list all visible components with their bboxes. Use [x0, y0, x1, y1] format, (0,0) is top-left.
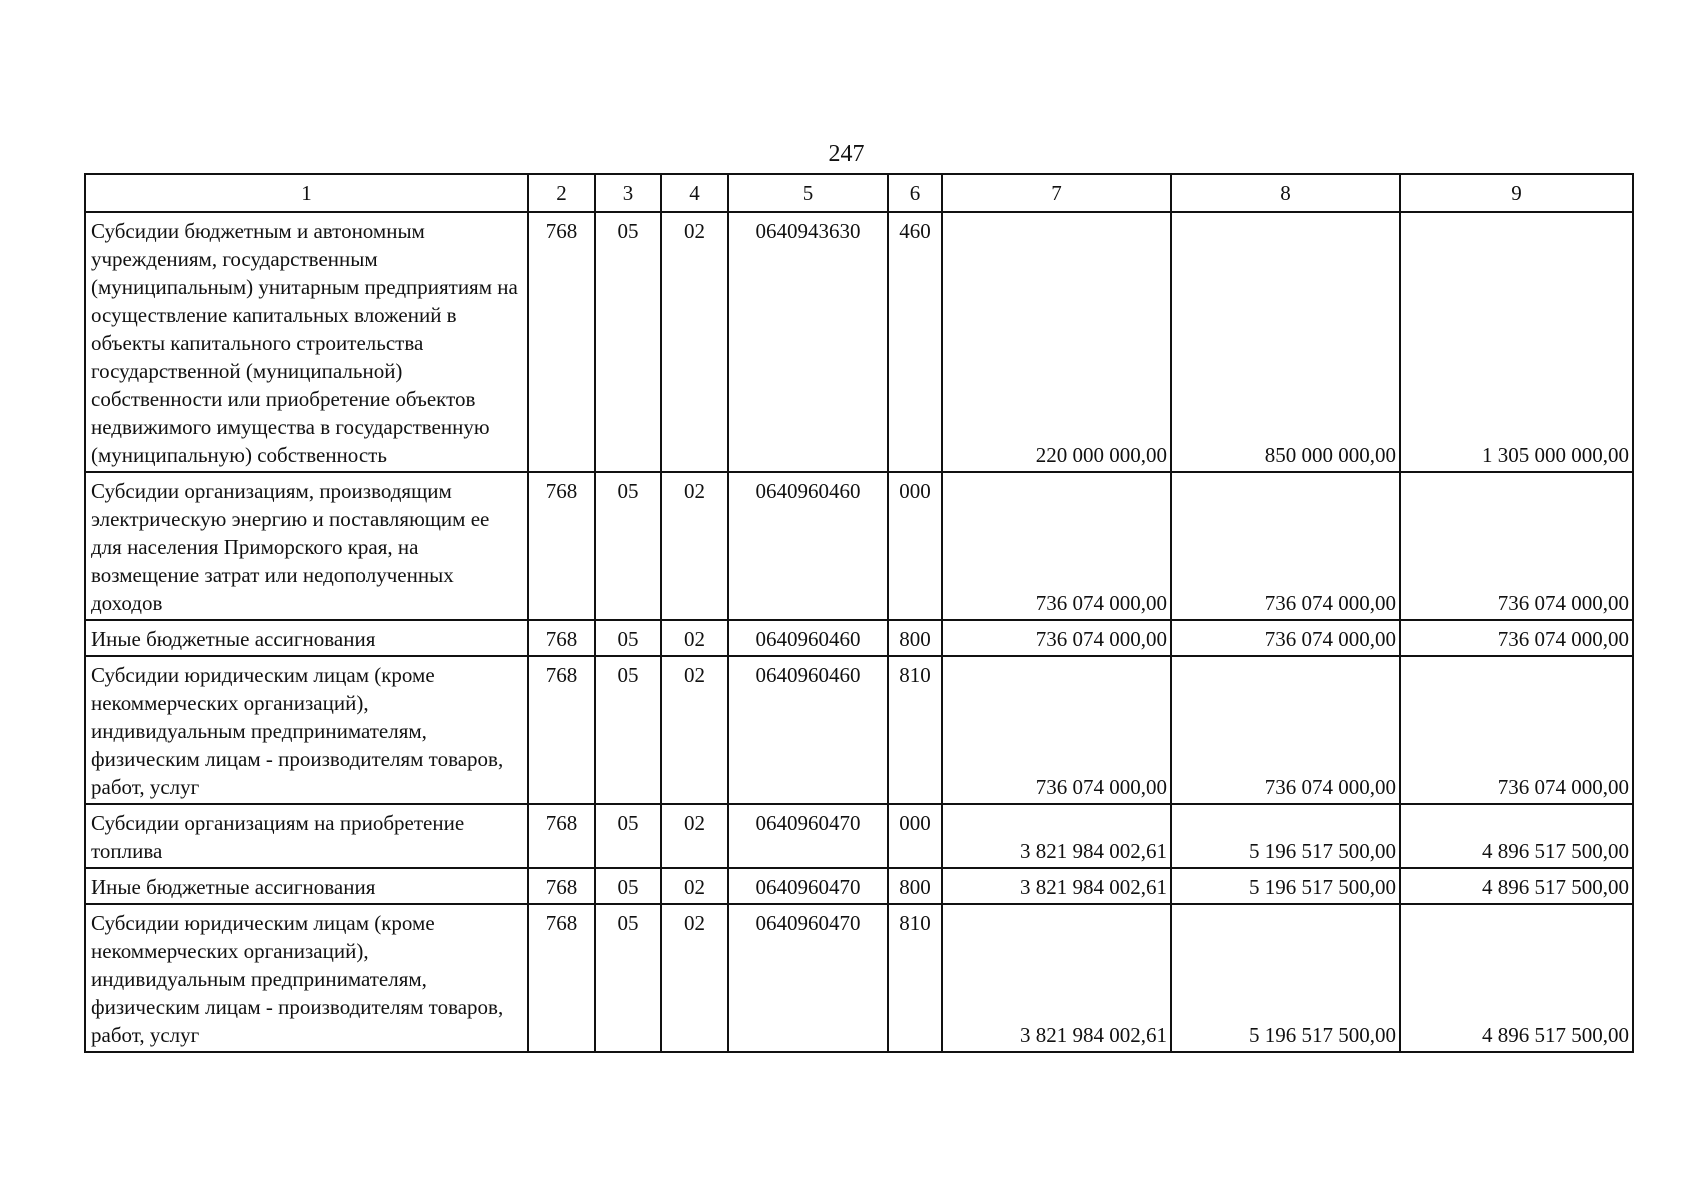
- ministry-code: 768: [528, 868, 595, 904]
- amount-col-9: 4 896 517 500,00: [1400, 804, 1633, 868]
- table-row: [85, 472, 1633, 620]
- section-code: 05: [595, 472, 661, 620]
- expense-type-code: 810: [888, 904, 942, 1052]
- amount-col-7: 3 821 984 002,61: [942, 904, 1171, 1052]
- target-article-code: 0640960460: [728, 472, 888, 620]
- expense-type-code: 800: [888, 620, 942, 656]
- amount-col-7: 3 821 984 002,61: [942, 804, 1171, 868]
- target-article-code: 0640960470: [728, 904, 888, 1052]
- header-col-7: 7: [942, 174, 1171, 212]
- expense-type-code: 000: [888, 472, 942, 620]
- page-number: 247: [828, 141, 865, 167]
- amount-col-9: 736 074 000,00: [1400, 620, 1633, 656]
- expense-type-code: 460: [888, 212, 942, 472]
- expense-name: Субсидии юридическим лицам (кроме некоммерческих организаций), индивидуальным предпринимателям, физическим лицам - производителям товаров, работ, услуг: [85, 904, 528, 1052]
- header-col-8: 8: [1171, 174, 1400, 212]
- expense-type-code: 800: [888, 868, 942, 904]
- table-header-row: [85, 174, 1633, 212]
- target-article-code: 0640960460: [728, 656, 888, 804]
- expense-type-code: 810: [888, 656, 942, 804]
- amount-col-9: 736 074 000,00: [1400, 472, 1633, 620]
- ministry-code: 768: [528, 620, 595, 656]
- header-col-5: 5: [728, 174, 888, 212]
- ministry-code: 768: [528, 904, 595, 1052]
- ministry-code: 768: [528, 804, 595, 868]
- target-article-code: 0640960470: [728, 804, 888, 868]
- amount-col-9: 4 896 517 500,00: [1400, 868, 1633, 904]
- header-col-9: 9: [1400, 174, 1633, 212]
- expense-name: Субсидии организациям, производящим электрическую энергию и поставляющим ее для населения Приморского края, на возмещение затрат или недополученных доходов: [85, 472, 528, 620]
- subsection-code: 02: [661, 868, 728, 904]
- table-row: [85, 804, 1633, 868]
- amount-col-8: 736 074 000,00: [1171, 472, 1400, 620]
- amount-col-7: 3 821 984 002,61: [942, 868, 1171, 904]
- table-row: [85, 656, 1633, 804]
- amount-col-7: 736 074 000,00: [942, 656, 1171, 804]
- amount-col-9: 1 305 000 000,00: [1400, 212, 1633, 472]
- subsection-code: 02: [661, 212, 728, 472]
- header-col-6: 6: [888, 174, 942, 212]
- table-row: [85, 904, 1633, 1052]
- target-article-code: 0640960470: [728, 868, 888, 904]
- section-code: 05: [595, 656, 661, 804]
- amount-col-7: 220 000 000,00: [942, 212, 1171, 472]
- amount-col-8: 5 196 517 500,00: [1171, 868, 1400, 904]
- expense-name: Субсидии организациям на приобретение топлива: [85, 804, 528, 868]
- section-code: 05: [595, 868, 661, 904]
- amount-col-9: 4 896 517 500,00: [1400, 904, 1633, 1052]
- expense-type-code: 000: [888, 804, 942, 868]
- amount-col-7: 736 074 000,00: [942, 472, 1171, 620]
- section-code: 05: [595, 620, 661, 656]
- ministry-code: 768: [528, 472, 595, 620]
- subsection-code: 02: [661, 656, 728, 804]
- section-code: 05: [595, 212, 661, 472]
- subsection-code: 02: [661, 904, 728, 1052]
- header-col-4: 4: [661, 174, 728, 212]
- target-article-code: 0640960460: [728, 620, 888, 656]
- section-code: 05: [595, 904, 661, 1052]
- subsection-code: 02: [661, 620, 728, 656]
- subsection-code: 02: [661, 804, 728, 868]
- table-row: [85, 620, 1633, 656]
- table-row: [85, 212, 1633, 472]
- expense-name: Иные бюджетные ассигнования: [85, 620, 528, 656]
- amount-col-8: 736 074 000,00: [1171, 656, 1400, 804]
- budget-table: [84, 173, 1634, 1053]
- section-code: 05: [595, 804, 661, 868]
- expense-name: Иные бюджетные ассигнования: [85, 868, 528, 904]
- amount-col-8: 5 196 517 500,00: [1171, 904, 1400, 1052]
- expense-name: Субсидии юридическим лицам (кроме некоммерческих организаций), индивидуальным предпринимателям, физическим лицам - производителям товаров, работ, услуг: [85, 656, 528, 804]
- subsection-code: 02: [661, 472, 728, 620]
- amount-col-8: 736 074 000,00: [1171, 620, 1400, 656]
- table-row: [85, 868, 1633, 904]
- expense-name: Субсидии бюджетным и автономным учреждениям, государственным (муниципальным) унитарным предприятиям на осуществление капитальных вложений в объекты капитального строительства государственной (муниципальной) собственности или приобретение объектов недвижимого имущества в государственную (муниципальную) собственность: [85, 212, 528, 472]
- amount-col-8: 850 000 000,00: [1171, 212, 1400, 472]
- amount-col-8: 5 196 517 500,00: [1171, 804, 1400, 868]
- amount-col-9: 736 074 000,00: [1400, 656, 1633, 804]
- header-col-1: 1: [85, 174, 528, 212]
- header-col-2: 2: [528, 174, 595, 212]
- target-article-code: 0640943630: [728, 212, 888, 472]
- header-col-3: 3: [595, 174, 661, 212]
- amount-col-7: 736 074 000,00: [942, 620, 1171, 656]
- ministry-code: 768: [528, 212, 595, 472]
- ministry-code: 768: [528, 656, 595, 804]
